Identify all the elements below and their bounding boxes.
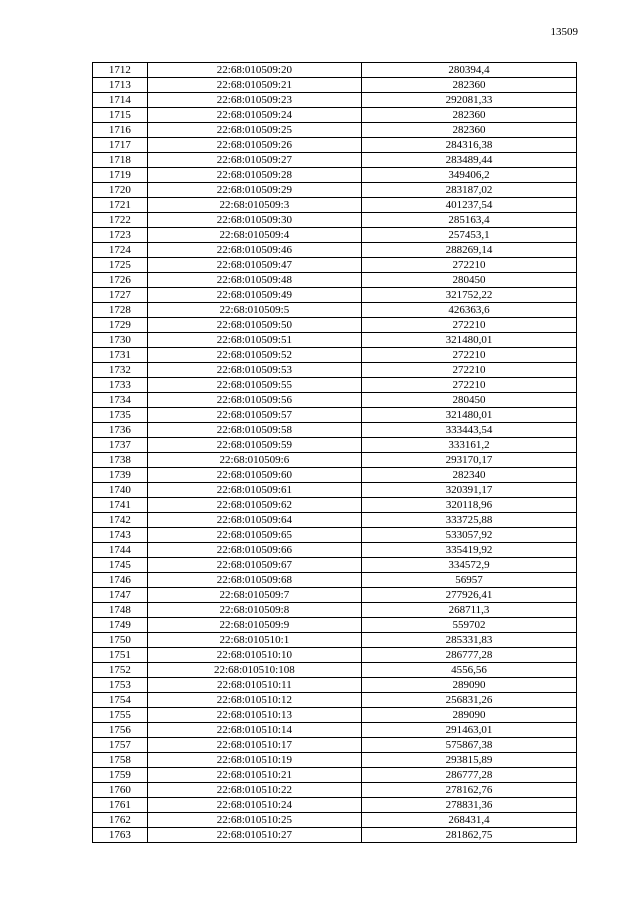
row-number-cell: 1722 xyxy=(93,213,148,228)
table-row xyxy=(93,723,577,738)
table-row xyxy=(93,693,577,708)
cadastral-value-cell: 288269,14 xyxy=(361,243,576,258)
row-number-cell: 1753 xyxy=(93,678,148,693)
table-row xyxy=(93,588,577,603)
row-number-cell: 1721 xyxy=(93,198,148,213)
row-number-cell: 1758 xyxy=(93,753,148,768)
table-row xyxy=(93,618,577,633)
row-number-cell: 1715 xyxy=(93,108,148,123)
table-row xyxy=(93,798,577,813)
row-number-cell: 1744 xyxy=(93,543,148,558)
cadastral-number-cell: 22:68:010510:24 xyxy=(147,798,361,813)
table-row xyxy=(93,108,577,123)
cadastral-value-cell: 285331,83 xyxy=(361,633,576,648)
row-number-cell: 1712 xyxy=(93,63,148,78)
row-number-cell: 1713 xyxy=(93,78,148,93)
cadastral-number-cell: 22:68:010509:47 xyxy=(147,258,361,273)
cadastral-number-cell: 22:68:010509:48 xyxy=(147,273,361,288)
table-row xyxy=(93,363,577,378)
table-row xyxy=(93,558,577,573)
table-row xyxy=(93,228,577,243)
cadastral-number-cell: 22:68:010509:5 xyxy=(147,303,361,318)
cadastral-value-cell: 320118,96 xyxy=(361,498,576,513)
table-row xyxy=(93,288,577,303)
row-number-cell: 1740 xyxy=(93,483,148,498)
table-row xyxy=(93,198,577,213)
cadastral-number-cell: 22:68:010509:56 xyxy=(147,393,361,408)
cadastral-value-cell: 281862,75 xyxy=(361,828,576,843)
table-row xyxy=(93,483,577,498)
table-row xyxy=(93,348,577,363)
table-row xyxy=(93,468,577,483)
table-body xyxy=(93,63,577,843)
cadastral-value-cell: 283489,44 xyxy=(361,153,576,168)
cadastral-number-cell: 22:68:010509:66 xyxy=(147,543,361,558)
cadastral-number-cell: 22:68:010509:61 xyxy=(147,483,361,498)
table-row xyxy=(93,153,577,168)
table-row xyxy=(93,528,577,543)
row-number-cell: 1728 xyxy=(93,303,148,318)
table-row xyxy=(93,183,577,198)
row-number-cell: 1762 xyxy=(93,813,148,828)
cadastral-number-cell: 22:68:010509:6 xyxy=(147,453,361,468)
table-row xyxy=(93,603,577,618)
table-row xyxy=(93,648,577,663)
row-number-cell: 1727 xyxy=(93,288,148,303)
table-row xyxy=(93,573,577,588)
cadastral-value-cell: 426363,6 xyxy=(361,303,576,318)
cadastral-number-cell: 22:68:010509:60 xyxy=(147,468,361,483)
cadastral-value-cell: 293170,17 xyxy=(361,453,576,468)
cadastral-number-cell: 22:68:010509:52 xyxy=(147,348,361,363)
cadastral-number-cell: 22:68:010510:22 xyxy=(147,783,361,798)
table-row xyxy=(93,333,577,348)
row-number-cell: 1738 xyxy=(93,453,148,468)
cadastral-number-cell: 22:68:010509:53 xyxy=(147,363,361,378)
cadastral-number-cell: 22:68:010509:55 xyxy=(147,378,361,393)
row-number-cell: 1747 xyxy=(93,588,148,603)
row-number-cell: 1735 xyxy=(93,408,148,423)
cadastral-value-cell: 280450 xyxy=(361,273,576,288)
row-number-cell: 1733 xyxy=(93,378,148,393)
row-number-cell: 1739 xyxy=(93,468,148,483)
table-row xyxy=(93,498,577,513)
row-number-cell: 1756 xyxy=(93,723,148,738)
cadastral-number-cell: 22:68:010509:21 xyxy=(147,78,361,93)
table-row xyxy=(93,738,577,753)
cadastral-number-cell: 22:68:010509:4 xyxy=(147,228,361,243)
row-number-cell: 1743 xyxy=(93,528,148,543)
cadastral-value-cell: 349406,2 xyxy=(361,168,576,183)
row-number-cell: 1752 xyxy=(93,663,148,678)
row-number-cell: 1759 xyxy=(93,768,148,783)
table-row xyxy=(93,438,577,453)
table-row xyxy=(93,63,577,78)
row-number-cell: 1748 xyxy=(93,603,148,618)
row-number-cell: 1732 xyxy=(93,363,148,378)
cadastral-value-cell: 401237,54 xyxy=(361,198,576,213)
table-row xyxy=(93,753,577,768)
cadastral-value-cell: 282360 xyxy=(361,108,576,123)
cadastral-number-cell: 22:68:010509:67 xyxy=(147,558,361,573)
cadastral-value-cell: 257453,1 xyxy=(361,228,576,243)
cadastral-value-cell: 280450 xyxy=(361,393,576,408)
row-number-cell: 1750 xyxy=(93,633,148,648)
table-row xyxy=(93,813,577,828)
table-row xyxy=(93,318,577,333)
cadastral-number-cell: 22:68:010509:68 xyxy=(147,573,361,588)
cadastral-value-cell: 282340 xyxy=(361,468,576,483)
row-number-cell: 1723 xyxy=(93,228,148,243)
cadastral-value-cell: 291463,01 xyxy=(361,723,576,738)
table-row xyxy=(93,543,577,558)
row-number-cell: 1718 xyxy=(93,153,148,168)
table-row xyxy=(93,93,577,108)
cadastral-value-cell: 272210 xyxy=(361,378,576,393)
cadastral-value-table xyxy=(92,62,577,843)
cadastral-number-cell: 22:68:010510:108 xyxy=(147,663,361,678)
cadastral-number-cell: 22:68:010510:21 xyxy=(147,768,361,783)
cadastral-number-cell: 22:68:010509:28 xyxy=(147,168,361,183)
row-number-cell: 1754 xyxy=(93,693,148,708)
cadastral-value-cell: 320391,17 xyxy=(361,483,576,498)
row-number-cell: 1730 xyxy=(93,333,148,348)
cadastral-value-cell: 272210 xyxy=(361,363,576,378)
cadastral-number-cell: 22:68:010510:1 xyxy=(147,633,361,648)
row-number-cell: 1719 xyxy=(93,168,148,183)
table-row xyxy=(93,663,577,678)
cadastral-value-cell: 278162,76 xyxy=(361,783,576,798)
table-row xyxy=(93,243,577,258)
cadastral-number-cell: 22:68:010509:23 xyxy=(147,93,361,108)
table-row xyxy=(93,258,577,273)
cadastral-number-cell: 22:68:010510:12 xyxy=(147,693,361,708)
cadastral-value-cell: 289090 xyxy=(361,678,576,693)
cadastral-value-cell: 284316,38 xyxy=(361,138,576,153)
row-number-cell: 1720 xyxy=(93,183,148,198)
cadastral-value-cell: 559702 xyxy=(361,618,576,633)
cadastral-value-cell: 333161,2 xyxy=(361,438,576,453)
cadastral-number-cell: 22:68:010509:24 xyxy=(147,108,361,123)
row-number-cell: 1734 xyxy=(93,393,148,408)
cadastral-number-cell: 22:68:010509:3 xyxy=(147,198,361,213)
cadastral-value-cell: 272210 xyxy=(361,258,576,273)
cadastral-value-cell: 272210 xyxy=(361,348,576,363)
row-number-cell: 1755 xyxy=(93,708,148,723)
cadastral-number-cell: 22:68:010509:9 xyxy=(147,618,361,633)
table-row xyxy=(93,708,577,723)
cadastral-value-cell: 334572,9 xyxy=(361,558,576,573)
row-number-cell: 1726 xyxy=(93,273,148,288)
cadastral-number-cell: 22:68:010509:20 xyxy=(147,63,361,78)
cadastral-value-cell: 293815,89 xyxy=(361,753,576,768)
cadastral-number-cell: 22:68:010509:62 xyxy=(147,498,361,513)
table-row xyxy=(93,378,577,393)
table-row xyxy=(93,828,577,843)
row-number-cell: 1742 xyxy=(93,513,148,528)
table-row xyxy=(93,393,577,408)
cadastral-value-cell: 285163,4 xyxy=(361,213,576,228)
cadastral-number-cell: 22:68:010509:50 xyxy=(147,318,361,333)
row-number-cell: 1763 xyxy=(93,828,148,843)
cadastral-number-cell: 22:68:010509:64 xyxy=(147,513,361,528)
cadastral-value-cell: 292081,33 xyxy=(361,93,576,108)
cadastral-value-cell: 268431,4 xyxy=(361,813,576,828)
cadastral-number-cell: 22:68:010509:7 xyxy=(147,588,361,603)
cadastral-value-cell: 335419,92 xyxy=(361,543,576,558)
table-row xyxy=(93,423,577,438)
cadastral-number-cell: 22:68:010509:8 xyxy=(147,603,361,618)
cadastral-number-cell: 22:68:010509:51 xyxy=(147,333,361,348)
table-row xyxy=(93,138,577,153)
row-number-cell: 1761 xyxy=(93,798,148,813)
row-number-cell: 1729 xyxy=(93,318,148,333)
cadastral-number-cell: 22:68:010510:19 xyxy=(147,753,361,768)
cadastral-number-cell: 22:68:010510:27 xyxy=(147,828,361,843)
cadastral-value-cell: 286777,28 xyxy=(361,768,576,783)
cadastral-number-cell: 22:68:010509:65 xyxy=(147,528,361,543)
cadastral-number-cell: 22:68:010509:30 xyxy=(147,213,361,228)
row-number-cell: 1760 xyxy=(93,783,148,798)
table-row xyxy=(93,453,577,468)
cadastral-number-cell: 22:68:010509:59 xyxy=(147,438,361,453)
cadastral-value-cell: 321752,22 xyxy=(361,288,576,303)
cadastral-value-cell: 282360 xyxy=(361,78,576,93)
cadastral-number-cell: 22:68:010510:17 xyxy=(147,738,361,753)
table-row xyxy=(93,768,577,783)
cadastral-value-cell: 333725,88 xyxy=(361,513,576,528)
cadastral-number-cell: 22:68:010510:13 xyxy=(147,708,361,723)
table-row xyxy=(93,213,577,228)
row-number-cell: 1717 xyxy=(93,138,148,153)
cadastral-number-cell: 22:68:010509:26 xyxy=(147,138,361,153)
cadastral-value-cell: 289090 xyxy=(361,708,576,723)
cadastral-value-cell: 272210 xyxy=(361,318,576,333)
row-number-cell: 1725 xyxy=(93,258,148,273)
cadastral-value-cell: 280394,4 xyxy=(361,63,576,78)
cadastral-number-cell: 22:68:010510:14 xyxy=(147,723,361,738)
table-row xyxy=(93,408,577,423)
cadastral-number-cell: 22:68:010509:27 xyxy=(147,153,361,168)
table-row xyxy=(93,168,577,183)
table-row xyxy=(93,633,577,648)
cadastral-value-cell: 256831,26 xyxy=(361,693,576,708)
cadastral-number-cell: 22:68:010509:29 xyxy=(147,183,361,198)
cadastral-value-cell: 321480,01 xyxy=(361,333,576,348)
row-number-cell: 1751 xyxy=(93,648,148,663)
cadastral-number-cell: 22:68:010510:11 xyxy=(147,678,361,693)
table-row xyxy=(93,678,577,693)
row-number-cell: 1757 xyxy=(93,738,148,753)
row-number-cell: 1749 xyxy=(93,618,148,633)
cadastral-number-cell: 22:68:010509:49 xyxy=(147,288,361,303)
table-row xyxy=(93,303,577,318)
cadastral-value-cell: 283187,02 xyxy=(361,183,576,198)
cadastral-number-cell: 22:68:010509:25 xyxy=(147,123,361,138)
cadastral-value-cell: 333443,54 xyxy=(361,423,576,438)
row-number-cell: 1714 xyxy=(93,93,148,108)
cadastral-number-cell: 22:68:010510:25 xyxy=(147,813,361,828)
row-number-cell: 1724 xyxy=(93,243,148,258)
row-number-cell: 1731 xyxy=(93,348,148,363)
table-row xyxy=(93,513,577,528)
page-number: 13509 xyxy=(550,26,578,38)
row-number-cell: 1716 xyxy=(93,123,148,138)
cadastral-value-cell: 575867,38 xyxy=(361,738,576,753)
cadastral-value-cell: 56957 xyxy=(361,573,576,588)
cadastral-number-cell: 22:68:010509:58 xyxy=(147,423,361,438)
cadastral-value-cell: 282360 xyxy=(361,123,576,138)
cadastral-value-cell: 533057,92 xyxy=(361,528,576,543)
row-number-cell: 1736 xyxy=(93,423,148,438)
cadastral-value-cell: 286777,28 xyxy=(361,648,576,663)
cadastral-value-cell: 278831,36 xyxy=(361,798,576,813)
cadastral-value-cell: 4556,56 xyxy=(361,663,576,678)
cadastral-value-cell: 268711,3 xyxy=(361,603,576,618)
table-row xyxy=(93,273,577,288)
cadastral-number-cell: 22:68:010510:10 xyxy=(147,648,361,663)
row-number-cell: 1746 xyxy=(93,573,148,588)
row-number-cell: 1741 xyxy=(93,498,148,513)
table-row xyxy=(93,78,577,93)
cadastral-value-cell: 321480,01 xyxy=(361,408,576,423)
table-row xyxy=(93,123,577,138)
table-row xyxy=(93,783,577,798)
row-number-cell: 1745 xyxy=(93,558,148,573)
cadastral-number-cell: 22:68:010509:46 xyxy=(147,243,361,258)
cadastral-value-cell: 277926,41 xyxy=(361,588,576,603)
row-number-cell: 1737 xyxy=(93,438,148,453)
cadastral-number-cell: 22:68:010509:57 xyxy=(147,408,361,423)
